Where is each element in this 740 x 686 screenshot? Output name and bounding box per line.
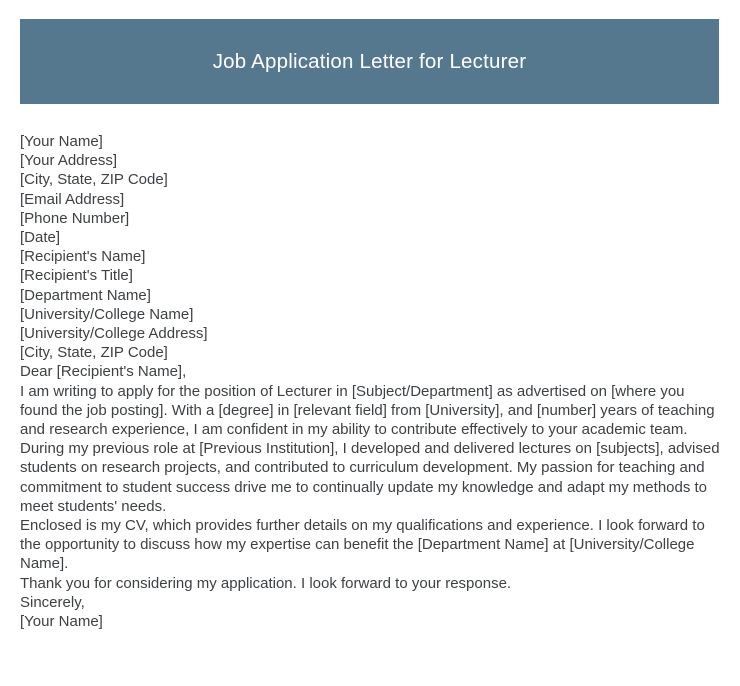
sender-city-line: [City, State, ZIP Code] [20, 171, 168, 189]
letter-template-page [0, 19, 740, 686]
letter-paragraph-enclosure: Enclosed is my CV, which provides further details on my qualifications and experience. I look forward to the opportunity to discuss how my expertise can benefit the [Department Name] at [University/College Name]. [20, 517, 705, 573]
letter-paragraph-thanks: Thank you for considering my application. I look forward to your response. [20, 574, 512, 592]
date-line: [Date] [20, 229, 61, 247]
letter-content [20, 132, 720, 631]
letter-paragraph-intro: I am writing to apply for the position of Lecturer in [Subject/Department] as advertised on [where you found the job posting]. With a [degree] in [relevant field] from [University], and [number] years of teaching and research experience, I am confident in my ability to contribute effectively to your academic team. [20, 382, 715, 439]
letter-paragraph-experience: During my previous role at [Previous Institution], I developed and delivered lectures on [subjects], advised students on research projects, and contributed to curriculum development. My passion for teaching and commitment to student success drive me to continually update my knowledge and adapt my methods to meet students' needs. [20, 440, 720, 515]
sender-address-line: [Your Address] [20, 152, 118, 170]
university-address-line: [University/College Address] [20, 325, 208, 343]
sender-phone-line: [Phone Number] [20, 209, 130, 227]
university-name-line: [University/College Name] [20, 305, 194, 323]
signature-line: [Your Name] [20, 613, 103, 631]
title-banner [20, 19, 719, 104]
recipient-city-line: [City, State, ZIP Code] [20, 344, 168, 362]
page-title: Job Application Letter for Lecturer [212, 49, 527, 73]
recipient-name-line: [Recipient's Name] [20, 248, 146, 266]
closing-line: Sincerely, [20, 593, 85, 611]
salutation-line: Dear [Recipient's Name], [20, 363, 187, 381]
department-name-line: [Department Name] [20, 286, 151, 304]
recipient-title-line: [Recipient's Title] [20, 267, 133, 285]
sender-name-line: [Your Name] [20, 133, 103, 150]
sender-email-line: [Email Address] [20, 190, 125, 208]
